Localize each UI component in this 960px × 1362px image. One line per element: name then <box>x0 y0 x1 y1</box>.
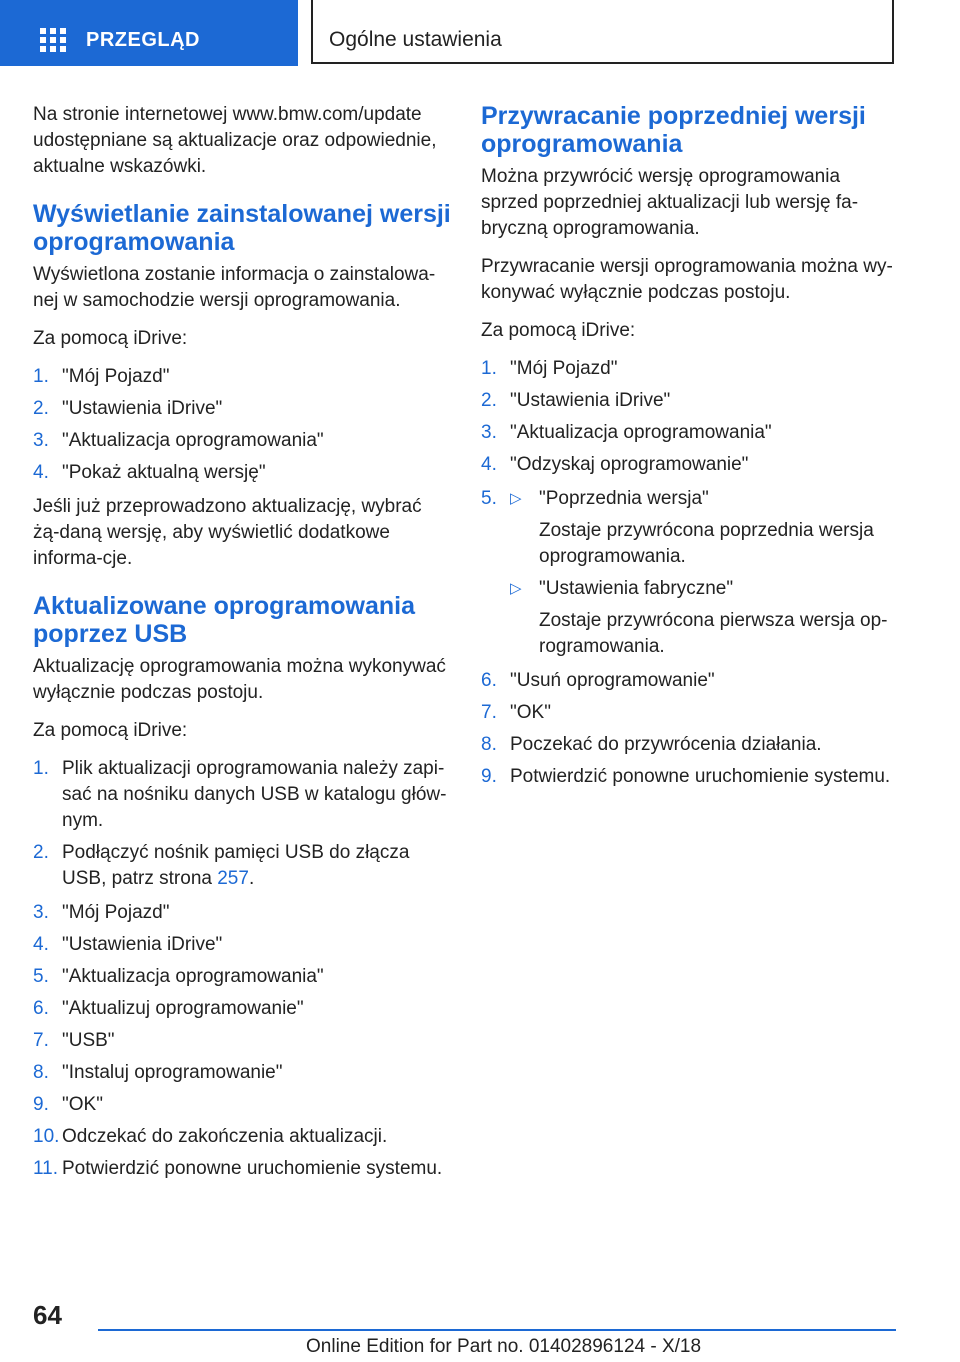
option-description: Zostaje przywrócona poprzednia wersja oprogramowania. <box>539 520 874 567</box>
option-label: "Ustawienia fabryczne" <box>539 578 734 599</box>
step-text: Plik aktualizacji oprogramowania należy zapi‐sać na nośniku danych USB w katalogu głów‐nym. <box>62 758 447 831</box>
step-number: 9. <box>33 1094 49 1115</box>
list-item <box>33 1060 453 1086</box>
step-number: 7. <box>33 1030 49 1051</box>
list-item <box>33 460 453 486</box>
step-number: 1. <box>33 366 49 387</box>
list-item <box>481 732 901 758</box>
step-number: 4. <box>481 454 497 475</box>
option-description: Zostaje przywrócona pierwsza wersja op‐rogramowania. <box>539 610 888 657</box>
step-number: 3. <box>33 902 49 923</box>
steps-list <box>481 486 901 660</box>
paragraph: Aktualizację oprogramowania można wykonywać wyłącznie podczas postoju. <box>33 656 446 703</box>
page-link[interactable]: 257 <box>217 868 249 889</box>
step-number: 6. <box>33 998 49 1019</box>
list-item <box>481 700 901 726</box>
list-item <box>33 364 453 390</box>
step-text: "OK" <box>510 702 551 723</box>
step-number: 2. <box>33 842 49 863</box>
list-item <box>481 452 901 478</box>
section-title: Ogólne ustawienia <box>329 28 502 51</box>
paragraph: Za pomocą iDrive: <box>33 720 188 741</box>
step-text: "Mój Pojazd" <box>62 902 170 923</box>
option-label: "Poprzednia wersja" <box>539 488 709 509</box>
step-number: 2. <box>33 398 49 419</box>
overview-nav-button[interactable] <box>0 0 298 66</box>
paragraph: Przywracanie wersji oprogramowania można wy‐konywać wyłącznie podczas postoju. <box>481 256 893 303</box>
paragraph: Za pomocą iDrive: <box>33 328 188 349</box>
page-number: 64 <box>33 1300 62 1330</box>
step-text: Odczekać do zakończenia aktualizacji. <box>62 1126 388 1147</box>
list-item <box>481 420 901 446</box>
sub-option <box>510 486 901 570</box>
list-item <box>33 1156 453 1182</box>
steps-list <box>33 364 453 486</box>
step-number: 8. <box>33 1062 49 1083</box>
step-number: 3. <box>33 430 49 451</box>
triangle-bullet-icon: ▷ <box>510 490 522 507</box>
heading-usb-update: Aktualizowane oprogramowania poprzez USB <box>33 592 416 648</box>
top-bar <box>0 0 960 66</box>
step-text: "USB" <box>62 1030 115 1051</box>
step-text: "Ustawienia iDrive" <box>62 398 223 419</box>
heading-installed-version: Wyświetlanie zainstalowanej wersji oprogramowania <box>33 200 451 256</box>
list-item <box>481 356 901 382</box>
list-item <box>33 900 453 926</box>
steps-list <box>33 756 453 892</box>
list-item <box>33 1028 453 1054</box>
step-text-end: . <box>248 868 255 889</box>
left-column <box>33 102 453 1190</box>
step-text: Podłączyć nośnik pamięci USB do złącza USB, patrz strona <box>62 842 410 889</box>
list-item <box>33 756 453 834</box>
grid-menu-icon <box>40 28 66 52</box>
step-number: 7. <box>481 702 497 723</box>
step-text: "Aktualizacja oprogramowania" <box>62 966 324 987</box>
step-number: 6. <box>481 670 497 691</box>
step-number: 1. <box>33 758 49 779</box>
list-item <box>481 668 901 694</box>
steps-list <box>481 356 901 478</box>
right-column <box>481 102 901 798</box>
step-number: 1. <box>481 358 497 379</box>
list-item <box>33 396 453 422</box>
step-text: "Odzyskaj oprogramowanie" <box>510 454 749 475</box>
step-number: 9. <box>481 766 497 787</box>
step-text: "Aktualizacja oprogramowania" <box>62 430 324 451</box>
step-number: 4. <box>33 934 49 955</box>
step-number: 2. <box>481 390 497 411</box>
step-text: "Mój Pojazd" <box>510 358 618 379</box>
list-item <box>481 388 901 414</box>
list-item <box>33 840 453 892</box>
step-text: "Aktualizuj oprogramowanie" <box>62 998 304 1019</box>
step-text: "Usuń oprogramowanie" <box>510 670 715 691</box>
step-text: "Aktualizacja oprogramowania" <box>510 422 772 443</box>
list-item <box>481 486 901 660</box>
step-number: 10. <box>33 1126 60 1147</box>
paragraph: Wyświetlona zostanie informacja o zainstalowa‐nej w samochodzie wersji oprogramowania. <box>33 264 436 311</box>
step-number: 11. <box>33 1158 59 1179</box>
step-text: "OK" <box>62 1094 103 1115</box>
step-text: Potwierdzić ponowne uruchomienie systemu. <box>62 1158 443 1179</box>
section-title-tab[interactable] <box>311 0 894 64</box>
step-number: 5. <box>481 488 497 509</box>
overview-nav-label: PRZEGLĄD <box>86 29 200 51</box>
heading-restore-version: Przywracanie poprzedniej wersji oprogramowania <box>481 102 866 158</box>
list-item <box>33 964 453 990</box>
steps-list <box>481 668 901 790</box>
step-text: "Ustawienia iDrive" <box>62 934 223 955</box>
list-item <box>33 1092 453 1118</box>
steps-list <box>33 900 453 1182</box>
footer-divider <box>98 1329 896 1331</box>
step-text: "Instaluj oprogramowanie" <box>62 1062 283 1083</box>
step-number: 5. <box>33 966 49 987</box>
step-text: "Ustawienia iDrive" <box>510 390 671 411</box>
triangle-bullet-icon: ▷ <box>510 580 522 597</box>
paragraph: Można przywrócić wersję oprogramowania sprzed poprzedniej aktualizacji lub wersję fa‐bryczną oprogramowania. <box>481 166 859 239</box>
list-item <box>33 932 453 958</box>
step-number: 3. <box>481 422 497 443</box>
footer-edition: Online Edition for Part no. 01402896124 - X/18 <box>306 1336 702 1357</box>
list-item <box>481 764 901 790</box>
step-text: Potwierdzić ponowne uruchomienie systemu. <box>510 766 891 787</box>
step-text: Poczekać do przywrócenia działania. <box>510 734 822 755</box>
step-number: 8. <box>481 734 497 755</box>
paragraph: Za pomocą iDrive: <box>481 320 636 341</box>
intro-paragraph: Na stronie internetowej www.bmw.com/update udostępniane są aktualizacje oraz odpowiednie, aktualne wskazówki. <box>33 104 437 177</box>
list-item <box>33 1124 453 1150</box>
step-number: 4. <box>33 462 49 483</box>
list-item <box>33 428 453 454</box>
list-item <box>33 996 453 1022</box>
paragraph: Jeśli już przeprowadzono aktualizację, wybrać żą‐daną wersję, aby wyświetlić dodatkowe informa‐cje. <box>33 496 422 569</box>
sub-option <box>510 576 901 660</box>
step-text: "Pokaż aktualną wersję" <box>62 462 266 483</box>
step-text: "Mój Pojazd" <box>62 366 170 387</box>
